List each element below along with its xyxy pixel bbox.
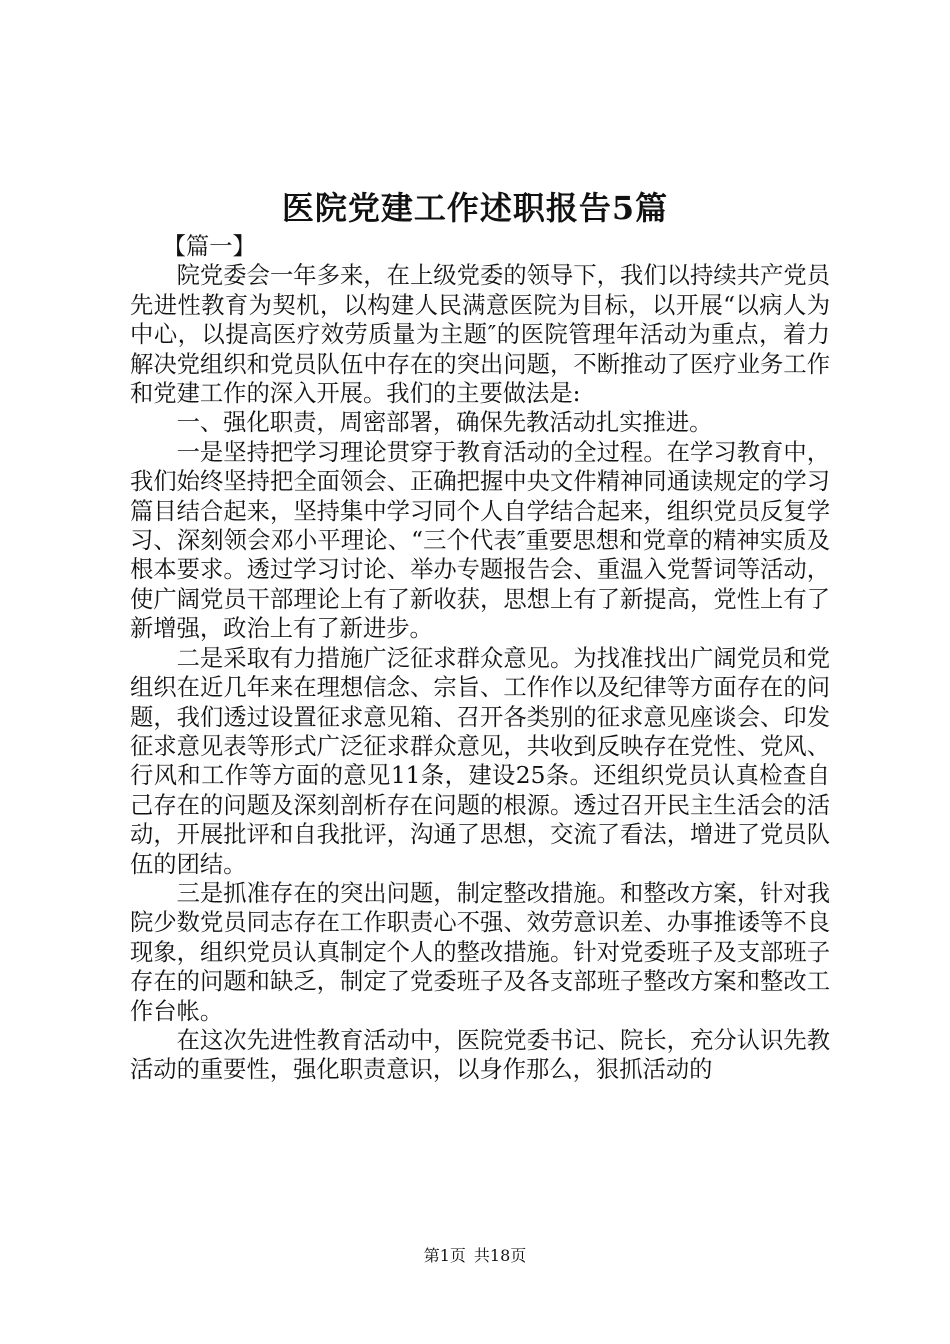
document-body [130, 232, 830, 1085]
paragraph-rectification: 三是抓准存在的突出问题，制定整改措施。和整改方案，针对我院少数党员同志存在工作职责心不强、效劳意识差、办事推诿等不良现象，组织党员认真制定个人的整改措施。针对党委班子及支部班子存在的问题和缺乏，制定了党委班子及各支部班子整改方案和整改工作台帐。 [130, 879, 830, 1025]
section-label: 【篇一】 [162, 233, 256, 260]
page-footer [0, 1244, 950, 1268]
paragraph-solicit-opinions: 二是采取有力措施广泛征求群众意见。为找准找出广阔党员和党组织在近几年来在理想信念、宗旨、工作作以及纪律等方面存在的问题，我们透过设置征求意见箱、召开各类别的征求意见座谈会、印发征求意见表等形式广泛征求群众意见，共收到反映存在党性、党风、行风和工作等方面的意见11条，建设25条。还组织党员认真检查自己存在的问题及深刻剖析存在问题的根源。透过召开民主生活会的活动，开展批评和自我批评，沟通了思想，交流了看法，增进了党员队伍的团结。 [130, 644, 830, 878]
page-number: 第1页 [423, 1246, 466, 1265]
paragraph-study-theory: 一是坚持把学习理论贯穿于教育活动的全过程。在学习教育中，我们始终坚持把全面领会、正确把握中央文件精神同通读规定的学习篇目结合起来，坚持集中学习同个人自学结合起来，组织党员反复学习、深刻领会邓小平理论、“三个代表″重要思想和党章的精神实质及根本要求。透过学习讨论、举办专题报告会、重温入党誓词等活动，使广阔党员干部理论上有了新收获，思想上有了新提高，党性上有了新增强，政治上有了新进步。 [130, 438, 830, 643]
document-title: 医院党建工作述职报告5篇 [281, 189, 669, 227]
page-total: 共18页 [473, 1246, 527, 1265]
paragraph-heading-1: 一、强化职责，周密部署，确保先教活动扎实推进。 [176, 409, 713, 437]
paragraph-leadership: 在这次先进性教育活动中，医院党委书记、院长，充分认识先教活动的重要性，强化职责意识，以身作那么，狠抓活动的 [130, 1026, 830, 1084]
paragraph-intro: 院党委会一年多来，在上级党委的领导下，我们以持续共产党员先进性教育为契机，以构建人民满意医院为目标，以开展“以病人为中心，以提高医疗效劳质量为主题″的医院管理年活动为重点，着力解决党组织和党员队伍中存在的突出问题，不断推动了医疗业务工作和党建工作的深入开展。我们的主要做法是: [130, 262, 830, 408]
